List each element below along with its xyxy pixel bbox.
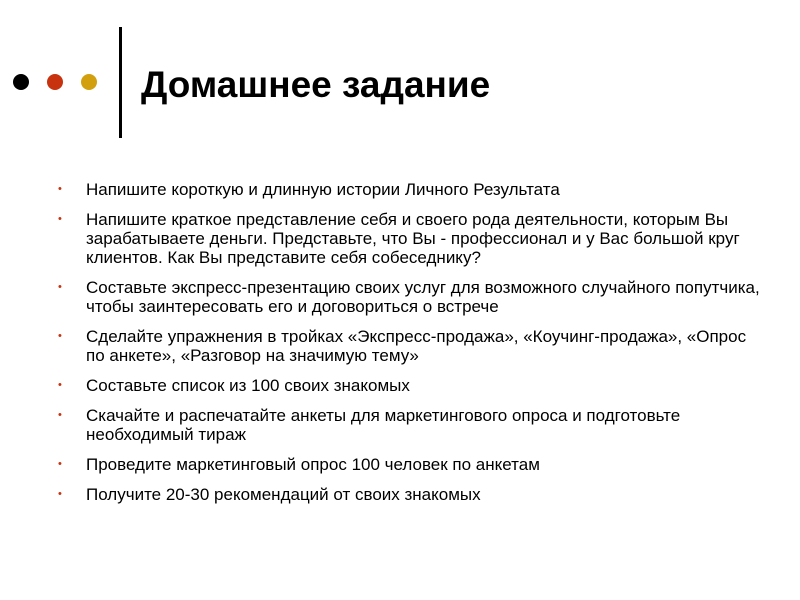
decorative-dots	[13, 73, 115, 91]
bullet-text: Получите 20-30 рекомендаций от своих знакомых	[86, 485, 481, 504]
bullet-marker-icon: •	[58, 183, 62, 195]
bullet-marker-icon: •	[58, 488, 62, 500]
bullet-text: Скачайте и распечатайте анкеты для маркетингового опроса и подготовьте необходимый тираж	[86, 406, 681, 444]
bullet-item	[57, 327, 767, 365]
bullet-item	[57, 485, 767, 504]
bullet-marker-icon: •	[58, 330, 62, 342]
bullet-text: Сделайте упражнения в тройках «Экспресс-продажа», «Коучинг-продажа», «Опрос по анкете», «Разговор на значимую тему»	[86, 327, 747, 365]
slide-title: Домашнее задание	[141, 64, 491, 105]
bullet-text: Проведите маркетинговый опрос 100 человек по анкетам	[86, 455, 540, 474]
bullet-item	[57, 455, 767, 474]
bullet-item	[57, 180, 767, 199]
bullet-marker-icon: •	[58, 281, 62, 293]
bullet-item	[57, 278, 767, 316]
bullet-text: Составьте экспресс-презентацию своих услуг для возможного случайного попутчика, чтобы заинтересовать его и договориться о встрече	[86, 278, 760, 316]
bullet-item	[57, 406, 767, 444]
black-dot-icon	[13, 74, 29, 90]
bullet-text: Составьте список из 100 своих знакомых	[86, 376, 410, 395]
bullet-item	[57, 210, 767, 267]
gold-dot-icon	[81, 74, 97, 90]
bullet-text: Напишите краткое представление себя и своего рода деятельности, которым Вы зарабатываете деньги. Представьте, что Вы - профессионал и у Вас большой круг клиентов. Как Вы представите себя собеседнику?	[86, 210, 740, 267]
bullet-item	[57, 376, 767, 395]
bullet-marker-icon: •	[58, 213, 62, 225]
bullet-marker-icon: •	[58, 458, 62, 470]
bullet-list	[57, 180, 767, 515]
bullet-text: Напишите короткую и длинную истории Личного Результата	[86, 180, 560, 199]
red-dot-icon	[47, 74, 63, 90]
bullet-marker-icon: •	[58, 379, 62, 391]
bullet-marker-icon: •	[58, 409, 62, 421]
title-divider	[119, 27, 122, 138]
